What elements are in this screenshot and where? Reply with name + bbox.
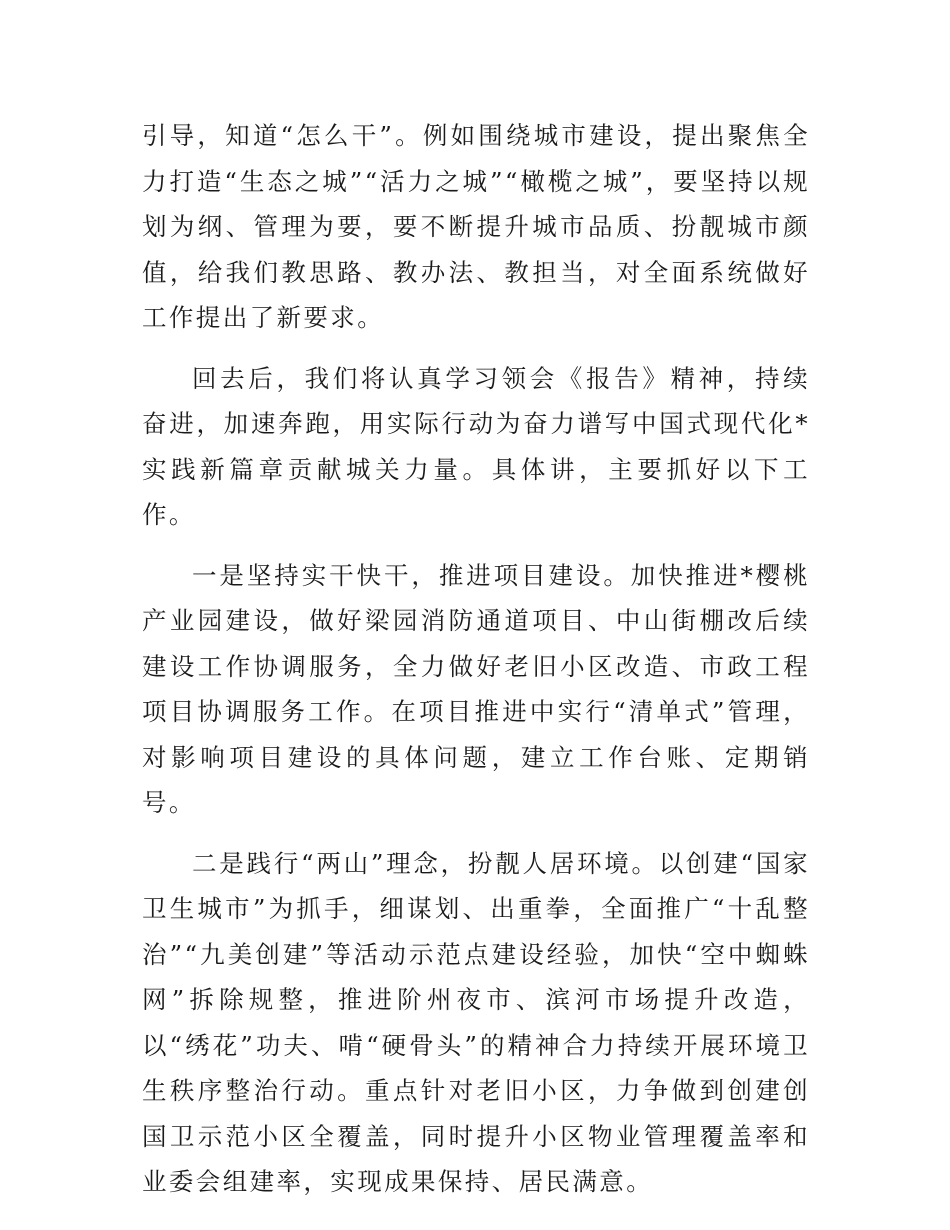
paragraph-continuation: 引导，知道“怎么干”。例如围绕城市建设，提出聚焦全力打造“生态之城”“活力之城”“橄榄之城”，要坚持以规划为纲、管理为要，要不断提升城市品质、扮靓城市颜值，给我们教思路、教办法、教担当，对全面系统做好工作提出了新要求。: [142, 121, 810, 332]
paragraph-after-return: 回去后，我们将认真学习领会《报告》精神，持续奋进，加速奔跑，用实际行动为奋力谱写中国式现代化*实践新篇章贡献城关力量。具体讲，主要抓好以下工作。: [142, 363, 810, 529]
paragraph-project-construction: 一是坚持实干快干，推进项目建设。加快推进*樱桃产业园建设，做好梁园消防通道项目、中山街棚改后续建设工作协调服务，全力做好老旧小区改造、市政工程项目协调服务工作。在项目推进中实行“清单式”管理，对影响项目建设的具体问题，建立工作台账、定期销号。: [142, 560, 810, 817]
paragraph-living-environment: 二是践行“两山”理念，扮靓人居环境。以创建“国家卫生城市”为抓手，细谋划、出重拳，全面推广“十乱整治”“九美创建”等活动示范点建设经验，加快“空中蜘蛛网”拆除规整，推进阶州夜市、滨河市场提升改造，以“绣花”功夫、啃“硬骨头”的精神合力持续开展环境卫生秩序整治行动。重点针对老旧小区，力争做到创建创国卫示范小区全覆盖，同时提升小区物业管理覆盖率和业委会组建率，实现成果保持、居民满意。: [142, 848, 810, 1196]
document-body: [142, 113, 810, 1205]
